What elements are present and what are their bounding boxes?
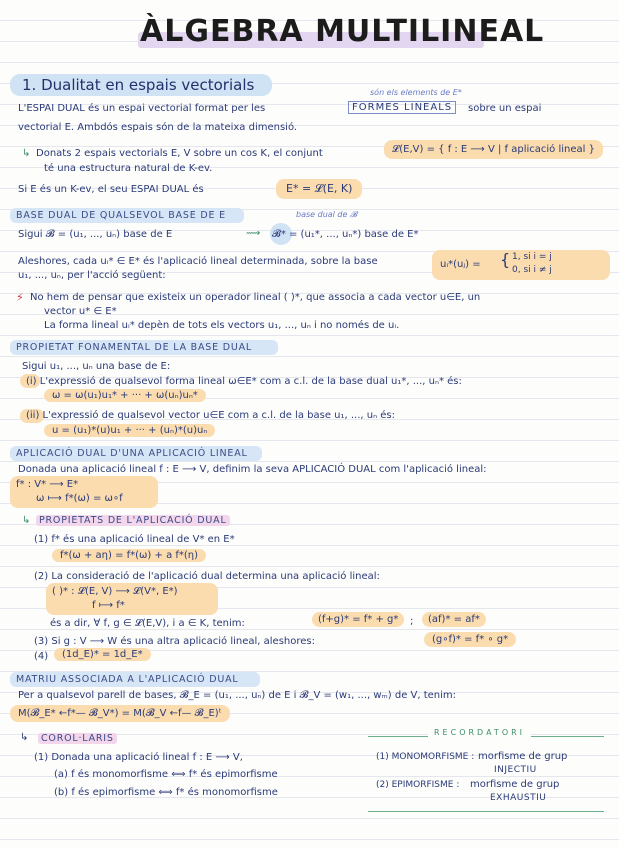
paragraph-text: (b) f és epimorfisme ⟺ f* és monomorfisme (54, 787, 278, 798)
paragraph-text: té una estructura natural de K-ev. (44, 163, 213, 174)
formula-case: 0, si i ≠ j (512, 265, 552, 275)
paragraph-text: (2) La consideració de l'aplicació dual determina una aplicació lineal: (34, 571, 380, 582)
paragraph-text: (1) f* és una aplicació lineal de V* en E* (34, 534, 235, 545)
warning-icon: ⚡ (16, 291, 24, 304)
paragraph-text: vectorial E. Ambdós espais són de la mateixa dimensió. (18, 122, 298, 133)
arrow-icon: ↳ (22, 515, 31, 526)
arrow-icon: ↳ (22, 148, 31, 159)
paragraph-text: (1) Donada una aplicació lineal f : E ⟶ V, (34, 752, 243, 763)
paragraph-text: Donada una aplicació lineal f : E ⟶ V, definim la seva APLICACIÓ DUAL com l'aplicació lineal: (18, 464, 487, 475)
formula-box: ω = ω(u₁)u₁* + ··· + ω(uₙ)uₙ* (44, 389, 206, 402)
paragraph-text: u₁, ..., uₙ, per l'acció següent: (18, 270, 166, 281)
warning-text: No hem de pensar que existeix un operador lineal ( )*, que associa a cada vector u∈E, un (30, 292, 481, 303)
brace-icon: { (500, 250, 511, 269)
arrow-icon: ↳ (20, 732, 29, 743)
paragraph-text: (ii) L'expressió de qualsevol vector u∈E com a c.l. de la base u₁, ..., uₙ és: (26, 410, 395, 421)
formula-box: (af)* = af* (422, 612, 486, 627)
paragraph-text: Si E és un K-ev, el seu ESPAI DUAL és (18, 184, 204, 195)
definition-text: INJECTIU (494, 765, 537, 775)
subsection-heading: COROL·LARIS (38, 733, 117, 744)
formula-box: (g∘f)* = f* ∘ g* (424, 632, 516, 647)
warning-text: vector u* ∈ E* (44, 306, 117, 317)
formula-box: (1d_E)* = 1d_E* (54, 648, 151, 661)
definition-text: morfisme de grup (470, 779, 560, 790)
separator: ; (410, 616, 414, 627)
arrow-icon: ⟿ (246, 228, 261, 239)
formula-line: ω ⟼ f*(ω) = ω∘f (36, 493, 123, 504)
divider (368, 811, 604, 812)
section-heading: BASE DUAL DE QUALSEVOL BASE DE E (16, 210, 226, 221)
item-number: (4) (34, 651, 49, 662)
paragraph-text: (i) L'expressió de qualsevol forma lineal ω∈E* com a c.l. de la base dual u₁*, ..., uₙ* és: (26, 376, 462, 387)
section-heading: APLICACIÓ DUAL D'UNA APLICACIÓ LINEAL (16, 448, 248, 459)
formula-box: M(𝓑_E* ←f*— 𝓑_V*) = M(𝓑_V ←f— 𝓑_E)ᵗ (10, 705, 230, 722)
paragraph-text: Aleshores, cada uᵢ* ∈ E* és l'aplicació lineal determinada, sobre la base (18, 256, 378, 267)
formula-line: ( )* : 𝓛(E, V) ⟶ 𝓛(V*, E*) (52, 586, 178, 597)
formula-box: u = (u₁)*(u)u₁ + ··· + (uₙ)*(u)uₙ (44, 424, 215, 437)
paragraph-text: sobre un espai (468, 103, 542, 114)
box-heading: RECORDATORI (428, 728, 531, 737)
formula-line: f* : V* ⟶ E* (16, 479, 79, 490)
definition-text: EXHAUSTIU (490, 793, 547, 803)
paragraph-text: Donats 2 espais vectorials E, V sobre un cos K, el conjunt (36, 148, 323, 159)
warning-text: La forma lineal uᵢ* depèn de tots els vectors u₁, ..., uₙ i no només de uᵢ. (44, 320, 400, 331)
section-heading: MATRIU ASSOCIADA A L'APLICACIÓ DUAL (16, 674, 239, 685)
side-note: són els elements de E* (370, 88, 462, 97)
paragraph-text: L'ESPAI DUAL és un espai vectorial format per les (18, 103, 266, 114)
paragraph-text: Sigui 𝓑 = (u₁, ..., uₙ) base de E (18, 229, 173, 240)
side-note: base dual de 𝓑 (296, 210, 358, 219)
paragraph-text: Per a qualsevol parell de bases, 𝓑_E = (u₁, ..., uₙ) de E i 𝓑_V = (w₁, ..., wₘ) de V, tenim: (18, 690, 457, 701)
paragraph-text: (3) Si g : V ⟶ W és una altra aplicació lineal, aleshores: (34, 636, 315, 647)
formula-line: f ⟼ f* (92, 600, 125, 611)
definition-text: morfisme de grup (478, 751, 568, 762)
formula-box: E* = 𝓛(E, K) (276, 179, 362, 199)
formula-lhs: uᵢ*(uⱼ) = (440, 259, 481, 270)
paragraph-text: (a) f és monomorfisme ⟺ f* és epimorfisme (54, 769, 278, 780)
subsection-heading: PROPIETATS DE L'APLICACIÓ DUAL (36, 515, 230, 526)
formula-box: f*(ω + aη) = f*(ω) + a f*(η) (52, 549, 206, 562)
page-title: ÀLGEBRA MULTILINEAL (140, 14, 545, 49)
key-term: FORMES LINEALS (348, 101, 456, 114)
definition-term: (2) EPIMORFISME : (376, 780, 460, 790)
formula-box: (f+g)* = f* + g* (312, 612, 404, 627)
paragraph-text: Sigui u₁, ..., uₙ una base de E: (22, 361, 171, 372)
paragraph-text: és a dir, ∀ f, g ∈ 𝓛(E,V), i a ∈ K, tenim: (50, 618, 245, 629)
section-heading: 1. Dualitat en espais vectorials (22, 76, 255, 94)
formula-case: 1, si i = j (512, 252, 552, 262)
formula-box: 𝓛(E,V) = { f : E ⟶ V | f aplicació lineal } (384, 140, 603, 159)
paragraph-text: 𝓑* = (u₁*, ..., uₙ*) base de E* (272, 229, 419, 240)
section-heading: PROPIETAT FONAMENTAL DE LA BASE DUAL (16, 342, 253, 353)
definition-term: (1) MONOMORFISME : (376, 752, 475, 762)
